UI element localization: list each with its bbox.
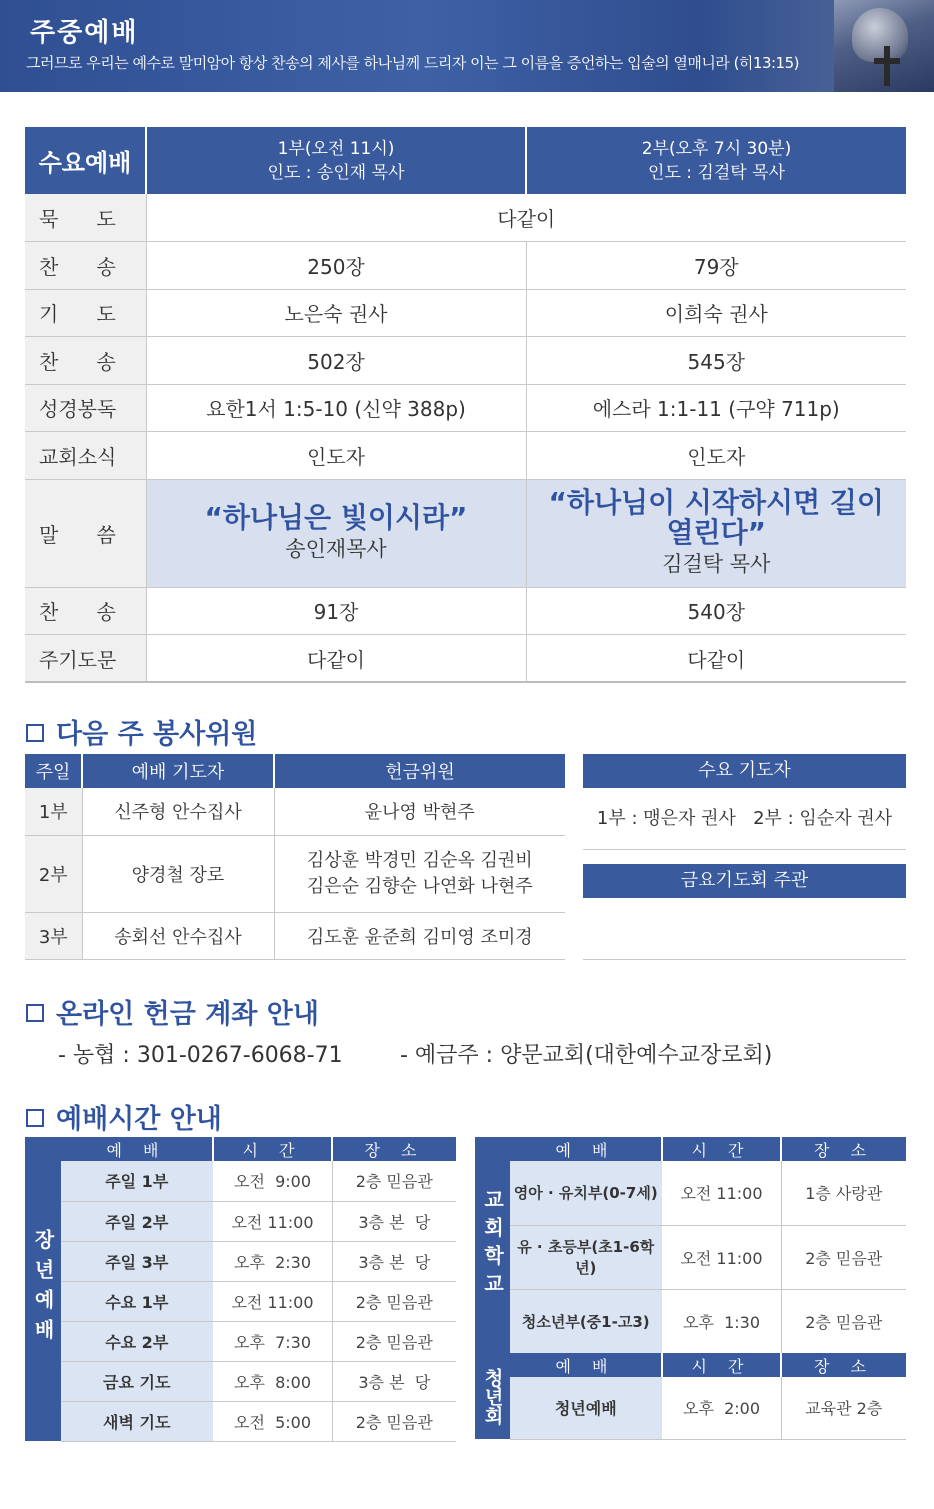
table-row: 영아 · 유치부(0-7세) 오전 11:00 1층 사랑관 (475, 1161, 906, 1225)
header-verse: 그러므로 우리는 예수로 말미암아 항상 찬송의 제사를 하나님께 드리자 이는 그 이름을 증언하는 입술의 열매니라 (히13:15) (26, 54, 799, 72)
youth-schedule-table: 청년회 예 배 시 간 장 소 청년예배 오후 2:00 교육관 2층 (475, 1353, 906, 1440)
table-row: 주일 3부 오후 2:30 3층 본 당 (25, 1241, 456, 1281)
checkbox-square-icon (26, 1004, 44, 1022)
friday-prayer-names (583, 898, 906, 960)
sermon-1-title: “하나님은 빛이시라” (204, 501, 468, 534)
school-schedule-table: 교회학교 예 배 시 간 장 소 영아 · 유치부(0-7세) 오전 11:00 1층 사랑관 유 · 초등부(초1-6학년) 오전 11:00 2층 믿음관 청소년부(중1-고3) 오후 1:30 2층 믿음관 (475, 1137, 906, 1354)
table-row: 묵 도 다같이 (25, 194, 906, 242)
sermon-row: 말 씀 “하나님은 빛이시라” 송인재목사 “하나님이 시작하시면 길이 열린다” 김걸탁 목사 (25, 479, 906, 587)
school-sidebar: 교회학교 (475, 1137, 510, 1353)
table-row: 찬 송 502장 545장 (25, 337, 906, 385)
table-row: 성경봉독 요한1서 1:5-10 (신약 388p) 에스라 1:1-11 (구약 711p) (25, 384, 906, 432)
checkbox-square-icon (26, 1109, 44, 1127)
schedule-section-title: 예배시간 안내 (26, 1097, 222, 1136)
volunteers-section-title: 다음 주 봉사위원 (26, 712, 257, 751)
volunteers-table: 주일 예배 기도자 헌금위원 1부 신주형 안수집사 윤나영 박현주 2부 양경철 장로 김상훈 박경민 김순옥 김권비 김은순 김향순 나연화 나현주 3부 송회선 안수집사 김도훈 윤준희 김미영 조미경 (25, 754, 565, 960)
wednesday-title: 수요예배 (25, 127, 146, 194)
table-row: 수요 2부 오후 7:30 2층 믿음관 (25, 1321, 456, 1361)
wednesday-service-table (25, 127, 906, 683)
hands-shape (852, 8, 908, 62)
sermon-1-speaker: 송인재목사 (285, 537, 387, 561)
cross-icon (884, 46, 890, 86)
table-row: 수요 1부 오전 11:00 2층 믿음관 (25, 1281, 456, 1321)
table-row: 1부 신주형 안수집사 윤나영 박현주 (25, 788, 565, 835)
table-row: 기 도 노은숙 권사 이희숙 권사 (25, 289, 906, 337)
adult-sidebar: 장년예배 (25, 1137, 61, 1441)
sermon-1 (146, 479, 526, 587)
sermon-2-speaker: 김걸탁 목사 (662, 552, 771, 576)
service-2-header: 2부(오후 7시 30분) 인도 : 김걸탁 목사 (526, 127, 906, 194)
praying-hands-image (834, 0, 934, 92)
wednesday-prayer-names: 1부 : 맹은자 권사 2부 : 임순자 권사 (583, 788, 906, 850)
adult-schedule-table: 장년예배 예 배 시 간 장 소 주일 1부 오전 9:00 2층 믿음관 주일 2부 오전 11:00 3층 본 당 주일 3부 오후 2:30 3층 본 당 수요 1부 오전 11:00 2층 믿음관 수요 2부 오후 7:30 2층 믿음관 금요 기도 오후 8:00 3층 본 당 새벽 기도 오전 5:00 2층 믿음관 (25, 1137, 456, 1442)
table-row: 주일 2부 오전 11:00 3층 본 당 (25, 1201, 456, 1241)
page-header (0, 0, 934, 92)
table-row: 청년예배 오후 2:00 교육관 2층 (475, 1377, 906, 1439)
youth-sidebar: 청년회 (475, 1353, 510, 1439)
table-row: 주일 1부 오전 9:00 2층 믿음관 (25, 1161, 456, 1201)
table-row: 찬 송 91장 540장 (25, 587, 906, 635)
service-1-header: 1부(오전 11시) 인도 : 송인재 목사 (146, 127, 526, 194)
table-row: 유 · 초등부(초1-6학년) 오전 11:00 2층 믿음관 (475, 1225, 906, 1289)
table-row: 새벽 기도 오전 5:00 2층 믿음관 (25, 1401, 456, 1441)
table-row: 2부 양경철 장로 김상훈 박경민 김순옥 김권비 김은순 김향순 나연화 나현주 (25, 835, 565, 912)
table-row: 찬 송 250장 79장 (25, 242, 906, 290)
table-row: 3부 송회선 안수집사 김도훈 윤준희 김미영 조미경 (25, 912, 565, 959)
bank-account: - 농협 : 301-0267-6068-71 (58, 1043, 343, 1068)
wednesday-prayer-title: 수요 기도자 (583, 754, 906, 788)
sermon-2-title: “하나님이 시작하시면 길이 열린다” (548, 486, 884, 549)
table-row: 청소년부(중1-고3) 오후 1:30 2층 믿음관 (475, 1289, 906, 1353)
online-section-title: 온라인 헌금 계좌 안내 (26, 992, 319, 1031)
table-row: 금요 기도 오후 8:00 3층 본 당 (25, 1361, 456, 1401)
wednesday-prayer-panel (583, 754, 906, 960)
friday-prayer-title: 금요기도회 주관 (583, 864, 906, 898)
page-title: 주중예배 (30, 18, 139, 48)
checkbox-square-icon (26, 724, 44, 742)
table-row: 교회소식 인도자 인도자 (25, 432, 906, 480)
account-holder: - 예금주 : 양문교회(대한예수교장로회) (400, 1043, 773, 1068)
sermon-2 (526, 479, 906, 587)
table-row: 주기도문 다같이 다같이 (25, 635, 906, 683)
